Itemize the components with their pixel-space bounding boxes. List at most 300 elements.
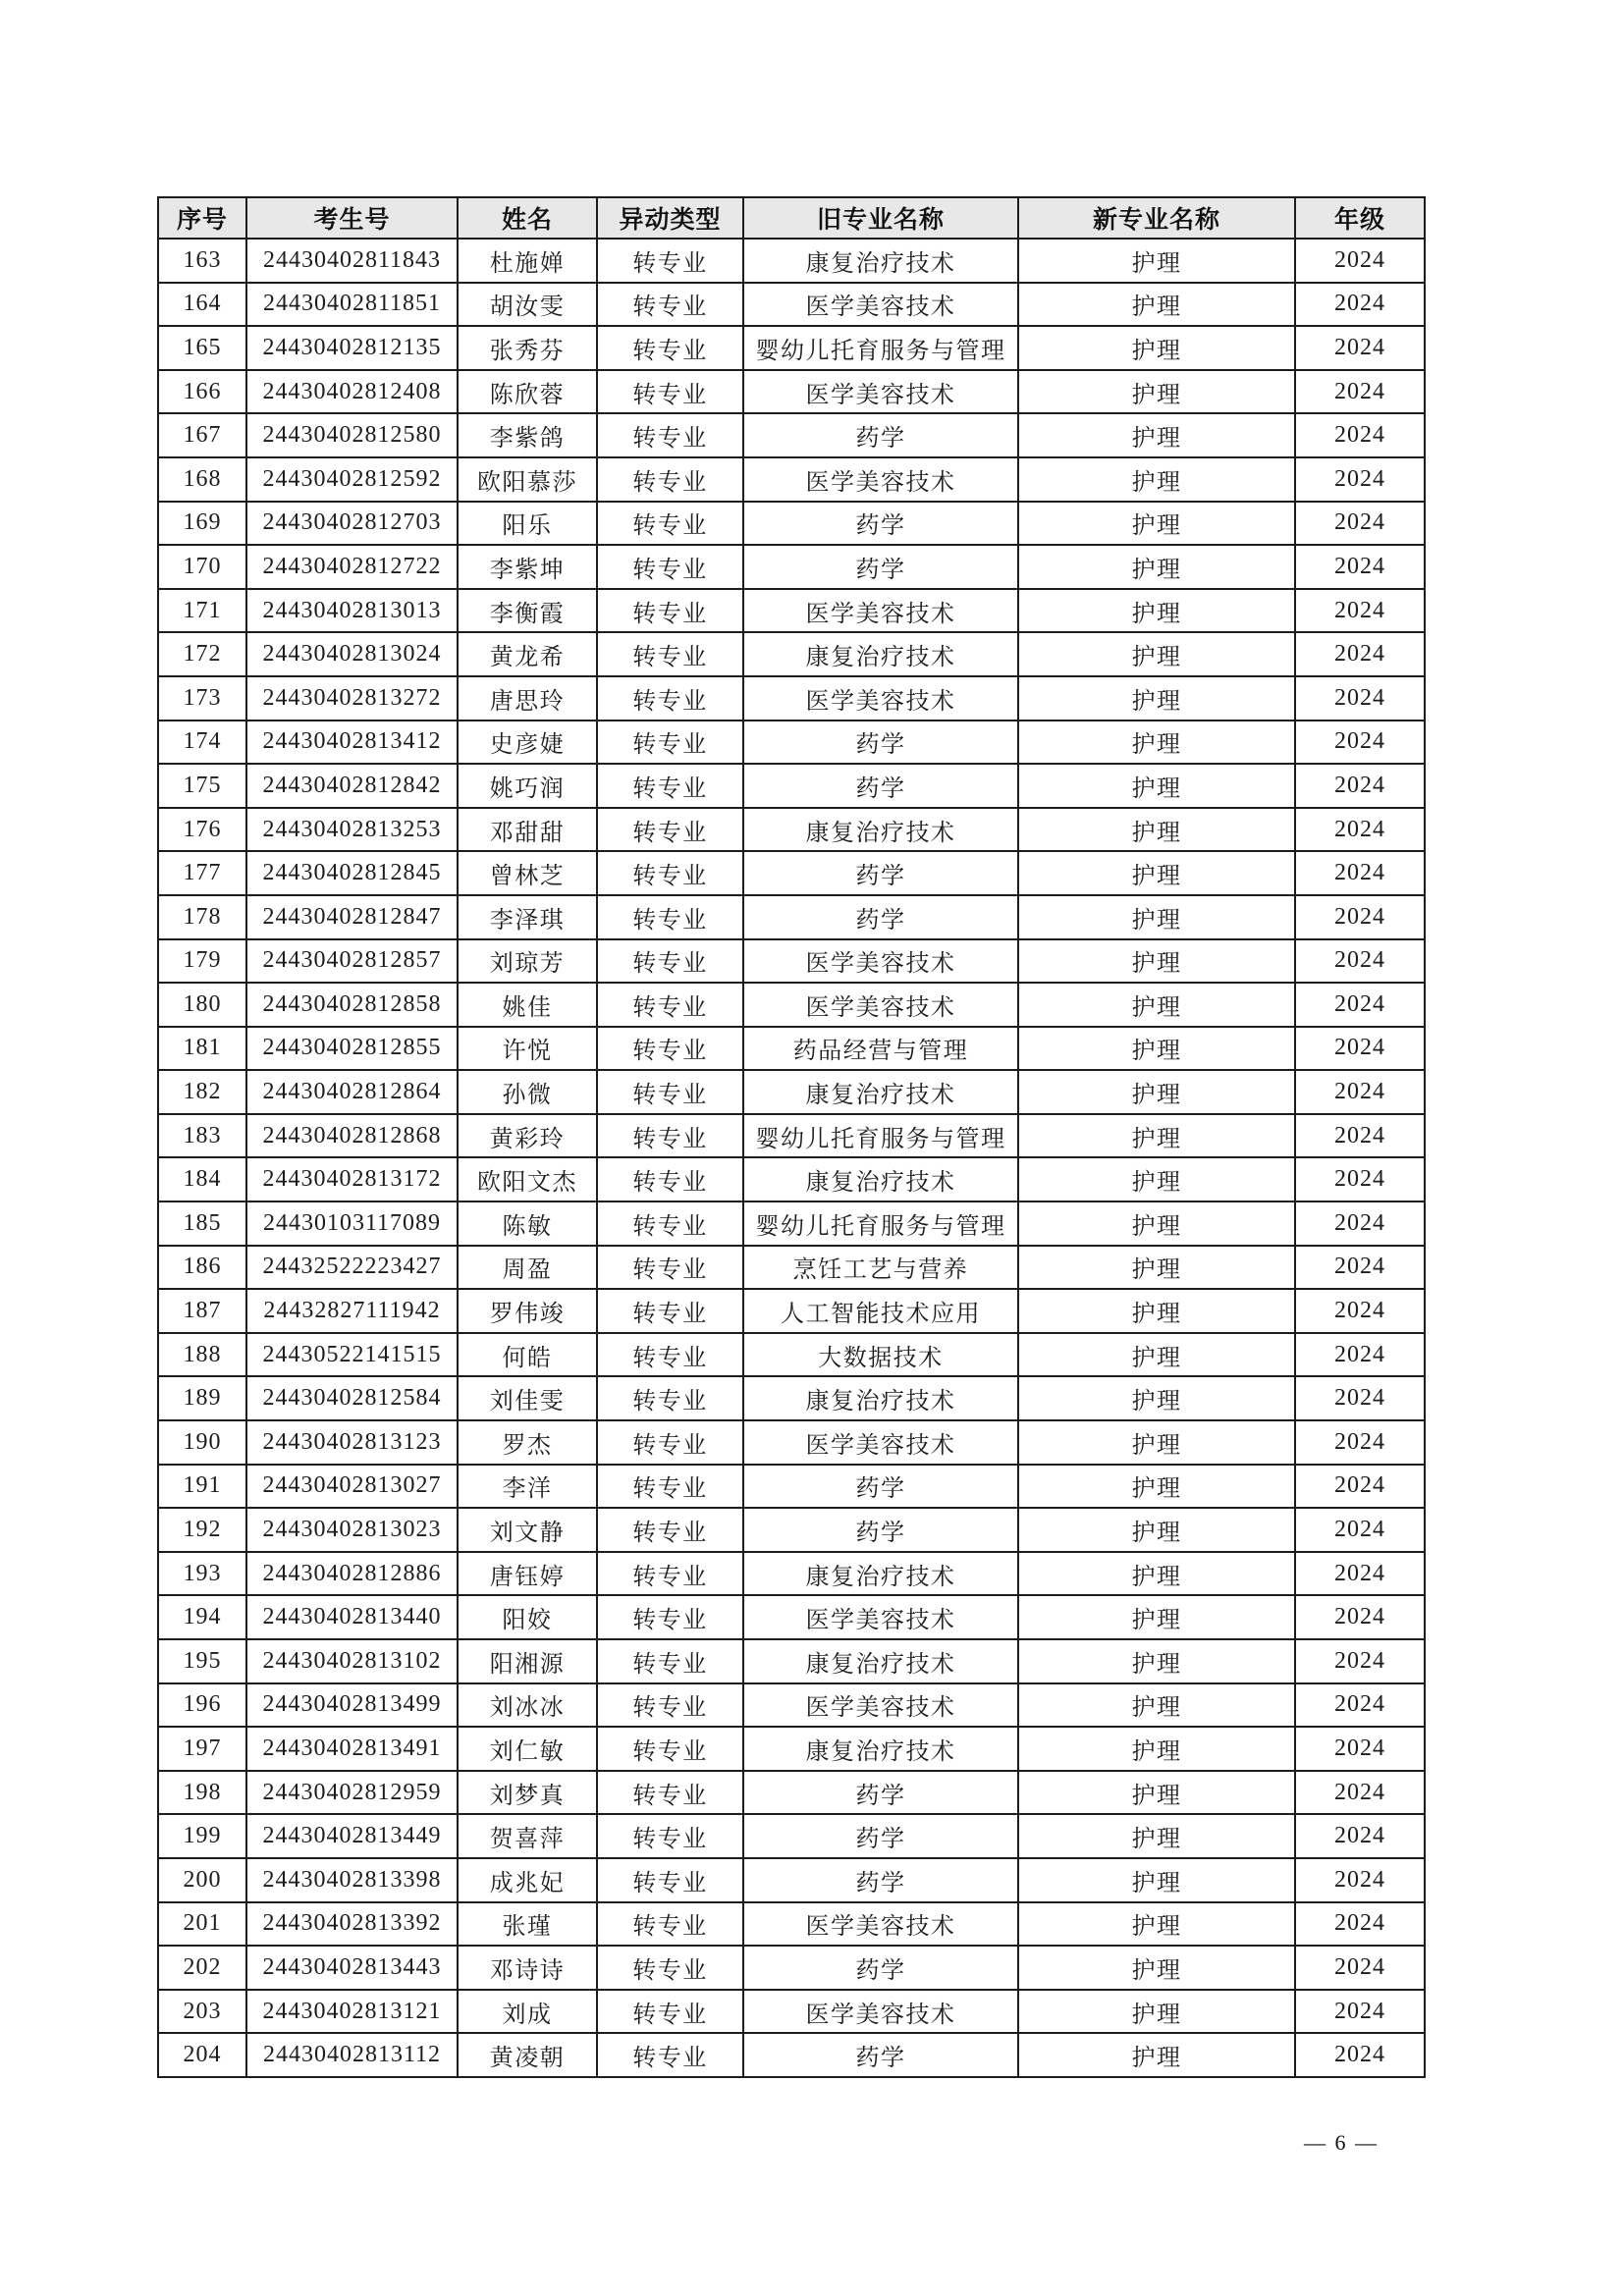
- table-row: [158, 983, 1425, 1027]
- page-number: — 6 —: [1304, 2130, 1379, 2155]
- change-type-cell: 转专业: [597, 545, 743, 589]
- change-type-cell: 转专业: [597, 1157, 743, 1201]
- candidate-number-cell: 24430402813027: [246, 1465, 458, 1509]
- serial-number-cell: 201: [158, 1902, 246, 1947]
- change-type-cell: 转专业: [597, 1639, 743, 1683]
- table-row: [158, 283, 1425, 327]
- candidate-number-cell: 24430402812722: [246, 545, 458, 589]
- old-major-cell: 医学美容技术: [743, 939, 1018, 984]
- table-row: [158, 1289, 1425, 1333]
- name-cell: 贺喜萍: [458, 1814, 597, 1858]
- new-major-cell: 护理: [1018, 1639, 1295, 1683]
- candidate-number-cell: 24430522141515: [246, 1333, 458, 1377]
- serial-number-cell: 190: [158, 1420, 246, 1465]
- new-major-cell: 护理: [1018, 457, 1295, 502]
- candidate-number-cell: 24430402813172: [246, 1157, 458, 1201]
- grade-cell: 2024: [1295, 1508, 1425, 1552]
- candidate-number-cell: 24430402812847: [246, 895, 458, 939]
- serial-number-cell: 197: [158, 1727, 246, 1771]
- new-major-cell: 护理: [1018, 1858, 1295, 1902]
- table-row: [158, 1070, 1425, 1114]
- name-cell: 邓诗诗: [458, 1946, 597, 1990]
- grade-cell: 2024: [1295, 1990, 1425, 2034]
- change-type-cell: 转专业: [597, 1465, 743, 1509]
- old-major-cell: 药学: [743, 721, 1018, 765]
- serial-number-cell: 195: [158, 1639, 246, 1683]
- serial-number-cell: 175: [158, 764, 246, 808]
- change-type-cell: 转专业: [597, 457, 743, 502]
- table-row: [158, 1858, 1425, 1902]
- candidate-number-cell: 24430402813499: [246, 1683, 458, 1728]
- serial-number-cell: 168: [158, 457, 246, 502]
- candidate-number-cell: 24430402812703: [246, 502, 458, 546]
- candidate-number-cell: 24430402813440: [246, 1595, 458, 1639]
- table-row: [158, 1902, 1425, 1947]
- serial-number-cell: 169: [158, 502, 246, 546]
- grade-cell: 2024: [1295, 1858, 1425, 1902]
- old-major-cell: 康复治疗技术: [743, 1727, 1018, 1771]
- serial-number-cell: 171: [158, 589, 246, 633]
- change-type-cell: 转专业: [597, 1420, 743, 1465]
- old-major-cell: 康复治疗技术: [743, 1552, 1018, 1596]
- grade-cell: 2024: [1295, 1289, 1425, 1333]
- change-type-cell: 转专业: [597, 1508, 743, 1552]
- table-row: [158, 1201, 1425, 1246]
- name-cell: 黄龙希: [458, 632, 597, 676]
- change-type-cell: 转专业: [597, 1333, 743, 1377]
- serial-number-cell: 198: [158, 1771, 246, 1815]
- serial-number-cell: 172: [158, 632, 246, 676]
- change-type-cell: 转专业: [597, 983, 743, 1027]
- new-major-cell: 护理: [1018, 1683, 1295, 1728]
- serial-number-cell: 177: [158, 851, 246, 895]
- candidate-number-cell: 24430402813024: [246, 632, 458, 676]
- candidate-number-cell: 24430402811851: [246, 283, 458, 327]
- new-major-cell: 护理: [1018, 1157, 1295, 1201]
- old-major-cell: 药学: [743, 1814, 1018, 1858]
- change-type-cell: 转专业: [597, 851, 743, 895]
- name-cell: 李紫坤: [458, 545, 597, 589]
- serial-number-cell: 180: [158, 983, 246, 1027]
- old-major-cell: 药学: [743, 1858, 1018, 1902]
- grade-cell: 2024: [1295, 939, 1425, 984]
- serial-number-cell: 202: [158, 1946, 246, 1990]
- new-major-cell: 护理: [1018, 545, 1295, 589]
- table-row: [158, 808, 1425, 852]
- name-cell: 陈敏: [458, 1201, 597, 1246]
- old-major-cell: 医学美容技术: [743, 1683, 1018, 1728]
- serial-number-cell: 167: [158, 413, 246, 457]
- table-row: [158, 1946, 1425, 1990]
- serial-number-cell: 188: [158, 1333, 246, 1377]
- candidate-number-cell: 24430402811843: [246, 239, 458, 283]
- candidate-number-cell: 24430402812584: [246, 1376, 458, 1420]
- change-type-cell: 转专业: [597, 1946, 743, 1990]
- old-major-cell: 药学: [743, 1771, 1018, 1815]
- column-header-change-type: 异动类型: [597, 197, 743, 239]
- change-type-cell: 转专业: [597, 895, 743, 939]
- old-major-cell: 康复治疗技术: [743, 1070, 1018, 1114]
- new-major-cell: 护理: [1018, 983, 1295, 1027]
- table-row: [158, 939, 1425, 984]
- grade-cell: 2024: [1295, 632, 1425, 676]
- table-row: [158, 1727, 1425, 1771]
- serial-number-cell: 187: [158, 1289, 246, 1333]
- new-major-cell: 护理: [1018, 851, 1295, 895]
- name-cell: 黄彩玲: [458, 1114, 597, 1158]
- old-major-cell: 药学: [743, 1508, 1018, 1552]
- old-major-cell: 婴幼儿托育服务与管理: [743, 1114, 1018, 1158]
- change-type-cell: 转专业: [597, 676, 743, 721]
- grade-cell: 2024: [1295, 1727, 1425, 1771]
- name-cell: 李衡霞: [458, 589, 597, 633]
- change-type-cell: 转专业: [597, 370, 743, 414]
- table-row: [158, 676, 1425, 721]
- serial-number-cell: 165: [158, 326, 246, 370]
- old-major-cell: 医学美容技术: [743, 370, 1018, 414]
- serial-number-cell: 173: [158, 676, 246, 721]
- column-header-candidate-number: 考生号: [246, 197, 458, 239]
- table-row: [158, 457, 1425, 502]
- serial-number-cell: 174: [158, 721, 246, 765]
- name-cell: 欧阳文杰: [458, 1157, 597, 1201]
- serial-number-cell: 178: [158, 895, 246, 939]
- new-major-cell: 护理: [1018, 1333, 1295, 1377]
- change-type-cell: 转专业: [597, 721, 743, 765]
- name-cell: 刘仁敏: [458, 1727, 597, 1771]
- new-major-cell: 护理: [1018, 239, 1295, 283]
- grade-cell: 2024: [1295, 764, 1425, 808]
- candidate-number-cell: 24430402812886: [246, 1552, 458, 1596]
- table-row: [158, 895, 1425, 939]
- table-row: [158, 632, 1425, 676]
- table-row: [158, 1639, 1425, 1683]
- old-major-cell: 医学美容技术: [743, 1595, 1018, 1639]
- grade-cell: 2024: [1295, 1114, 1425, 1158]
- old-major-cell: 康复治疗技术: [743, 1157, 1018, 1201]
- serial-number-cell: 181: [158, 1027, 246, 1071]
- name-cell: 姚巧润: [458, 764, 597, 808]
- candidate-number-cell: 24432827111942: [246, 1289, 458, 1333]
- table-row: [158, 239, 1425, 283]
- table-row: [158, 545, 1425, 589]
- new-major-cell: 护理: [1018, 1376, 1295, 1420]
- candidate-number-cell: 24430402812592: [246, 457, 458, 502]
- serial-number-cell: 192: [158, 1508, 246, 1552]
- new-major-cell: 护理: [1018, 502, 1295, 546]
- change-type-cell: 转专业: [597, 1027, 743, 1071]
- table-row: [158, 2033, 1425, 2077]
- candidate-number-cell: 24430402812864: [246, 1070, 458, 1114]
- new-major-cell: 护理: [1018, 676, 1295, 721]
- name-cell: 张秀芬: [458, 326, 597, 370]
- name-cell: 张瑾: [458, 1902, 597, 1947]
- old-major-cell: 医学美容技术: [743, 283, 1018, 327]
- candidate-number-cell: 24430402813123: [246, 1420, 458, 1465]
- old-major-cell: 药学: [743, 1465, 1018, 1509]
- change-type-cell: 转专业: [597, 939, 743, 984]
- grade-cell: 2024: [1295, 721, 1425, 765]
- name-cell: 陈欣蓉: [458, 370, 597, 414]
- name-cell: 阳湘源: [458, 1639, 597, 1683]
- name-cell: 欧阳慕莎: [458, 457, 597, 502]
- change-type-cell: 转专业: [597, 632, 743, 676]
- grade-cell: 2024: [1295, 1946, 1425, 1990]
- old-major-cell: 医学美容技术: [743, 457, 1018, 502]
- change-type-cell: 转专业: [597, 1114, 743, 1158]
- serial-number-cell: 166: [158, 370, 246, 414]
- serial-number-cell: 163: [158, 239, 246, 283]
- candidate-number-cell: 24430402812580: [246, 413, 458, 457]
- old-major-cell: 康复治疗技术: [743, 808, 1018, 852]
- serial-number-cell: 186: [158, 1246, 246, 1290]
- candidate-number-cell: 24430402812857: [246, 939, 458, 984]
- change-type-cell: 转专业: [597, 1858, 743, 1902]
- change-type-cell: 转专业: [597, 1771, 743, 1815]
- candidate-number-cell: 24430402812858: [246, 983, 458, 1027]
- old-major-cell: 药学: [743, 851, 1018, 895]
- grade-cell: 2024: [1295, 545, 1425, 589]
- change-type-cell: 转专业: [597, 502, 743, 546]
- grade-cell: 2024: [1295, 1333, 1425, 1377]
- candidate-number-cell: 24430402813121: [246, 1990, 458, 2034]
- change-type-cell: 转专业: [597, 326, 743, 370]
- serial-number-cell: 184: [158, 1157, 246, 1201]
- old-major-cell: 医学美容技术: [743, 1902, 1018, 1947]
- name-cell: 刘佳雯: [458, 1376, 597, 1420]
- serial-number-cell: 203: [158, 1990, 246, 2034]
- name-cell: 刘琼芳: [458, 939, 597, 984]
- old-major-cell: 康复治疗技术: [743, 1639, 1018, 1683]
- new-major-cell: 护理: [1018, 1289, 1295, 1333]
- table-row: [158, 589, 1425, 633]
- table-row: [158, 1420, 1425, 1465]
- grade-cell: 2024: [1295, 457, 1425, 502]
- grade-cell: 2024: [1295, 1683, 1425, 1728]
- table-row: [158, 1771, 1425, 1815]
- old-major-cell: 医学美容技术: [743, 1420, 1018, 1465]
- candidate-number-cell: 24430402813013: [246, 589, 458, 633]
- old-major-cell: 药学: [743, 1946, 1018, 1990]
- name-cell: 刘成: [458, 1990, 597, 2034]
- change-type-cell: 转专业: [597, 589, 743, 633]
- new-major-cell: 护理: [1018, 1114, 1295, 1158]
- old-major-cell: 药品经营与管理: [743, 1027, 1018, 1071]
- column-header-serial-number: 序号: [158, 197, 246, 239]
- new-major-cell: 护理: [1018, 1201, 1295, 1246]
- new-major-cell: 护理: [1018, 2033, 1295, 2077]
- change-type-cell: 转专业: [597, 283, 743, 327]
- grade-cell: 2024: [1295, 2033, 1425, 2077]
- change-type-cell: 转专业: [597, 1376, 743, 1420]
- new-major-cell: 护理: [1018, 808, 1295, 852]
- name-cell: 成兆妃: [458, 1858, 597, 1902]
- old-major-cell: 医学美容技术: [743, 1990, 1018, 2034]
- name-cell: 邓甜甜: [458, 808, 597, 852]
- grade-cell: 2024: [1295, 1420, 1425, 1465]
- table-row: [158, 1027, 1425, 1071]
- new-major-cell: 护理: [1018, 764, 1295, 808]
- new-major-cell: 护理: [1018, 895, 1295, 939]
- table-row: [158, 370, 1425, 414]
- grade-cell: 2024: [1295, 1246, 1425, 1290]
- new-major-cell: 护理: [1018, 1508, 1295, 1552]
- change-type-cell: 转专业: [597, 764, 743, 808]
- grade-cell: 2024: [1295, 502, 1425, 546]
- candidate-number-cell: 24430402813023: [246, 1508, 458, 1552]
- name-cell: 姚佳: [458, 983, 597, 1027]
- new-major-cell: 护理: [1018, 939, 1295, 984]
- old-major-cell: 康复治疗技术: [743, 239, 1018, 283]
- serial-number-cell: 194: [158, 1595, 246, 1639]
- change-type-cell: 转专业: [597, 1070, 743, 1114]
- old-major-cell: 药学: [743, 413, 1018, 457]
- change-type-cell: 转专业: [597, 1595, 743, 1639]
- name-cell: 许悦: [458, 1027, 597, 1071]
- grade-cell: 2024: [1295, 1465, 1425, 1509]
- candidate-number-cell: 24430402812135: [246, 326, 458, 370]
- serial-number-cell: 170: [158, 545, 246, 589]
- old-major-cell: 烹饪工艺与营养: [743, 1246, 1018, 1290]
- change-type-cell: 转专业: [597, 1552, 743, 1596]
- new-major-cell: 护理: [1018, 370, 1295, 414]
- old-major-cell: 药学: [743, 502, 1018, 546]
- student-transfer-table: [157, 196, 1426, 2078]
- grade-cell: 2024: [1295, 983, 1425, 1027]
- name-cell: 胡汝雯: [458, 283, 597, 327]
- table-row: [158, 1465, 1425, 1509]
- change-type-cell: 转专业: [597, 239, 743, 283]
- old-major-cell: 大数据技术: [743, 1333, 1018, 1377]
- new-major-cell: 护理: [1018, 1027, 1295, 1071]
- new-major-cell: 护理: [1018, 1946, 1295, 1990]
- new-major-cell: 护理: [1018, 413, 1295, 457]
- column-header-new-major: 新专业名称: [1018, 197, 1295, 239]
- candidate-number-cell: 24430402813491: [246, 1727, 458, 1771]
- table-row: [158, 326, 1425, 370]
- grade-cell: 2024: [1295, 1595, 1425, 1639]
- name-cell: 黄凌朝: [458, 2033, 597, 2077]
- grade-cell: 2024: [1295, 326, 1425, 370]
- serial-number-cell: 182: [158, 1070, 246, 1114]
- old-major-cell: 康复治疗技术: [743, 1376, 1018, 1420]
- table-row: [158, 1508, 1425, 1552]
- candidate-number-cell: 24430402812959: [246, 1771, 458, 1815]
- candidate-number-cell: 24430402812408: [246, 370, 458, 414]
- table-row: [158, 1333, 1425, 1377]
- old-major-cell: 康复治疗技术: [743, 632, 1018, 676]
- name-cell: 阳姣: [458, 1595, 597, 1639]
- candidate-number-cell: 24430402812842: [246, 764, 458, 808]
- name-cell: 阳乐: [458, 502, 597, 546]
- new-major-cell: 护理: [1018, 1070, 1295, 1114]
- grade-cell: 2024: [1295, 1814, 1425, 1858]
- grade-cell: 2024: [1295, 895, 1425, 939]
- serial-number-cell: 179: [158, 939, 246, 984]
- new-major-cell: 护理: [1018, 1727, 1295, 1771]
- serial-number-cell: 193: [158, 1552, 246, 1596]
- name-cell: 罗伟竣: [458, 1289, 597, 1333]
- candidate-number-cell: 24430402813392: [246, 1902, 458, 1947]
- change-type-cell: 转专业: [597, 1201, 743, 1246]
- old-major-cell: 药学: [743, 764, 1018, 808]
- old-major-cell: 医学美容技术: [743, 589, 1018, 633]
- table-row: [158, 1114, 1425, 1158]
- change-type-cell: 转专业: [597, 1990, 743, 2034]
- new-major-cell: 护理: [1018, 721, 1295, 765]
- grade-cell: 2024: [1295, 851, 1425, 895]
- candidate-number-cell: 24430402812855: [246, 1027, 458, 1071]
- serial-number-cell: 164: [158, 283, 246, 327]
- candidate-number-cell: 24430402813449: [246, 1814, 458, 1858]
- table-row: [158, 1246, 1425, 1290]
- serial-number-cell: 176: [158, 808, 246, 852]
- name-cell: 孙微: [458, 1070, 597, 1114]
- change-type-cell: 转专业: [597, 1683, 743, 1728]
- change-type-cell: 转专业: [597, 1289, 743, 1333]
- serial-number-cell: 191: [158, 1465, 246, 1509]
- name-cell: 杜施婵: [458, 239, 597, 283]
- serial-number-cell: 189: [158, 1376, 246, 1420]
- new-major-cell: 护理: [1018, 1771, 1295, 1815]
- new-major-cell: 护理: [1018, 1902, 1295, 1947]
- grade-cell: 2024: [1295, 589, 1425, 633]
- change-type-cell: 转专业: [597, 1246, 743, 1290]
- new-major-cell: 护理: [1018, 283, 1295, 327]
- grade-cell: 2024: [1295, 283, 1425, 327]
- candidate-number-cell: 24430402812868: [246, 1114, 458, 1158]
- grade-cell: 2024: [1295, 1771, 1425, 1815]
- new-major-cell: 护理: [1018, 1246, 1295, 1290]
- table-row: [158, 1595, 1425, 1639]
- grade-cell: 2024: [1295, 1070, 1425, 1114]
- new-major-cell: 护理: [1018, 1814, 1295, 1858]
- candidate-number-cell: 24430402813272: [246, 676, 458, 721]
- candidate-number-cell: 24430402812845: [246, 851, 458, 895]
- column-header-old-major: 旧专业名称: [743, 197, 1018, 239]
- name-cell: 周盈: [458, 1246, 597, 1290]
- change-type-cell: 转专业: [597, 1727, 743, 1771]
- new-major-cell: 护理: [1018, 1465, 1295, 1509]
- grade-cell: 2024: [1295, 1157, 1425, 1201]
- table-row: [158, 1552, 1425, 1596]
- table-row: [158, 1683, 1425, 1728]
- new-major-cell: 护理: [1018, 589, 1295, 633]
- old-major-cell: 药学: [743, 545, 1018, 589]
- table-row: [158, 502, 1425, 546]
- table-row: [158, 1376, 1425, 1420]
- change-type-cell: 转专业: [597, 413, 743, 457]
- name-cell: 李泽琪: [458, 895, 597, 939]
- old-major-cell: 婴幼儿托育服务与管理: [743, 1201, 1018, 1246]
- table-row: [158, 721, 1425, 765]
- change-type-cell: 转专业: [597, 2033, 743, 2077]
- change-type-cell: 转专业: [597, 1814, 743, 1858]
- new-major-cell: 护理: [1018, 1552, 1295, 1596]
- change-type-cell: 转专业: [597, 1902, 743, 1947]
- table-row: [158, 1814, 1425, 1858]
- old-major-cell: 药学: [743, 895, 1018, 939]
- serial-number-cell: 199: [158, 1814, 246, 1858]
- change-type-cell: 转专业: [597, 808, 743, 852]
- new-major-cell: 护理: [1018, 1595, 1295, 1639]
- grade-cell: 2024: [1295, 239, 1425, 283]
- grade-cell: 2024: [1295, 1902, 1425, 1947]
- grade-cell: 2024: [1295, 808, 1425, 852]
- candidate-number-cell: 24432522223427: [246, 1246, 458, 1290]
- grade-cell: 2024: [1295, 1201, 1425, 1246]
- serial-number-cell: 196: [158, 1683, 246, 1728]
